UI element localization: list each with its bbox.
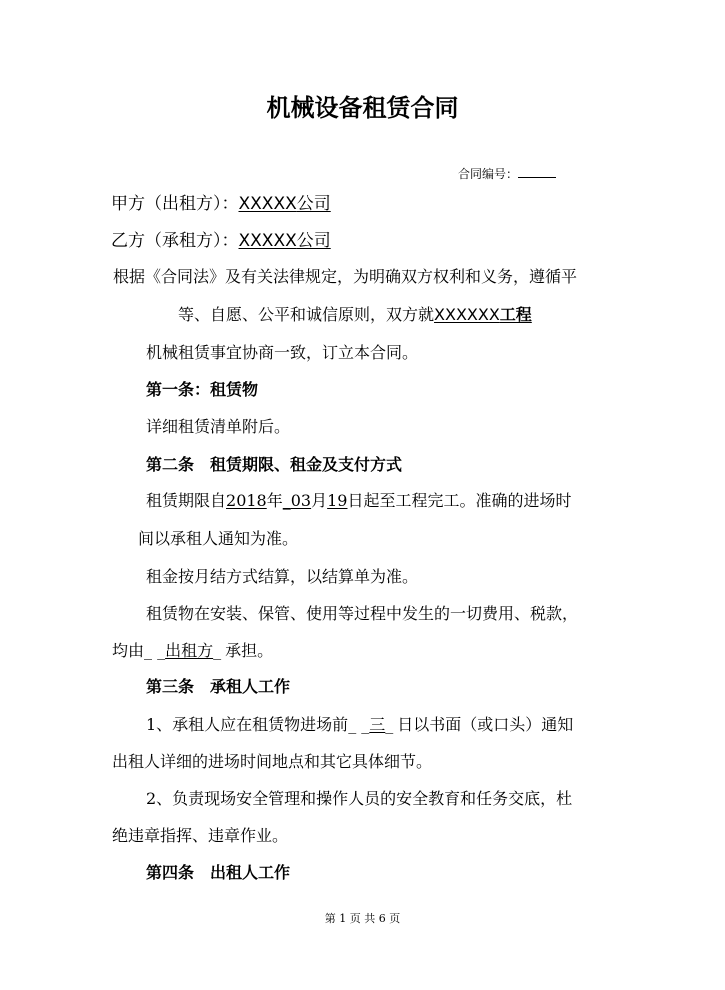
article-2-heading: 第二条 租赁期限、租金及支付方式 [146, 455, 403, 474]
article-2-term-line-2: 间以承租人通知为准。 [138, 529, 299, 548]
article-2-rent: 租金按月结方式结算，以结算单为准。 [146, 567, 419, 586]
term-month-blank: _ [282, 491, 291, 510]
party-a-suffix: 公司 [296, 194, 331, 214]
party-b-suffix: 公司 [296, 231, 331, 251]
footer-suffix: 页 [389, 912, 401, 925]
project-suffix: 工程 [499, 305, 532, 324]
party-b [111, 230, 331, 252]
term-year: 2018 [226, 491, 267, 510]
footer-mid: 页 共 [349, 912, 376, 925]
article-3-item-1 [146, 715, 573, 735]
party-a-label: 甲方（出租方）： [111, 194, 239, 214]
article-3-item-2: 2、负责现场安全管理和操作人员的安全教育和任务交底，杜 [146, 789, 573, 808]
term-day: 19 [327, 491, 348, 510]
costs-blank-pre: _ _ [144, 641, 166, 660]
contract-number-label: 合同编号： [458, 167, 519, 181]
party-b-label: 乙方（承租方）： [111, 231, 239, 251]
article-2-term [146, 491, 572, 511]
party-b-name: XXXXX [238, 231, 297, 251]
item-1-suffix: 日以书面（或口头）通知 [397, 715, 574, 734]
costs-party: 出租方 [165, 641, 214, 660]
article-2-costs-line-2 [112, 641, 273, 661]
party-a [111, 193, 331, 215]
footer-total: 6 [378, 912, 386, 925]
item-1-blank-pre: _ _ [348, 715, 370, 734]
term-month-unit: 月 [311, 491, 328, 510]
intro-line-2 [178, 305, 532, 325]
term-suffix: 日起至工程完工。准确的进场时 [347, 491, 572, 510]
term-month: 03 [290, 491, 312, 510]
article-3-heading: 第三条 承租人工作 [146, 677, 291, 696]
article-1-text: 详细租赁清单附后。 [146, 417, 291, 436]
article-2-costs-line-1: 租赁物在安装、保管、使用等过程中发生的一切费用、税款， [146, 604, 579, 623]
page-footer [0, 912, 725, 926]
article-1-heading: 第一条：租赁物 [146, 380, 259, 399]
item-1-prefix: 1、承租人应在租赁物进场前 [146, 715, 349, 734]
item-1-blank-post: _ [385, 715, 394, 734]
intro-line-2-text: 等、自愿、公平和诚信原则，双方就 [178, 305, 435, 324]
costs-blank-post: _ [213, 641, 222, 660]
intro-line-1: 根据《合同法》及有关法律规定，为明确双方权利和义务，遵循平 [113, 267, 578, 286]
contract-number [458, 165, 556, 182]
term-prefix: 租赁期限自 [146, 491, 227, 510]
document-title: 机械设备租赁合同 [266, 94, 459, 122]
party-a-name: XXXXX [238, 194, 297, 214]
article-3-item-2-line-2: 绝违章指挥、违章作业。 [112, 826, 289, 845]
project-name: XXXXXX [434, 305, 500, 324]
costs-prefix: 均由 [112, 641, 145, 660]
article-3-item-1-line-2: 出租人详细的进场时间地点和其它具体细节。 [112, 752, 433, 771]
intro-line-3: 机械租赁事宜协商一致，订立本合同。 [146, 343, 419, 362]
footer-prefix: 第 [324, 912, 336, 925]
item-1-days: 三 [369, 715, 386, 734]
footer-page: 1 [339, 912, 347, 925]
article-4-heading: 第四条 出租人工作 [146, 863, 291, 882]
term-year-unit: 年 [266, 491, 283, 510]
contract-number-blank [518, 165, 556, 178]
costs-suffix: 承担。 [225, 641, 274, 660]
